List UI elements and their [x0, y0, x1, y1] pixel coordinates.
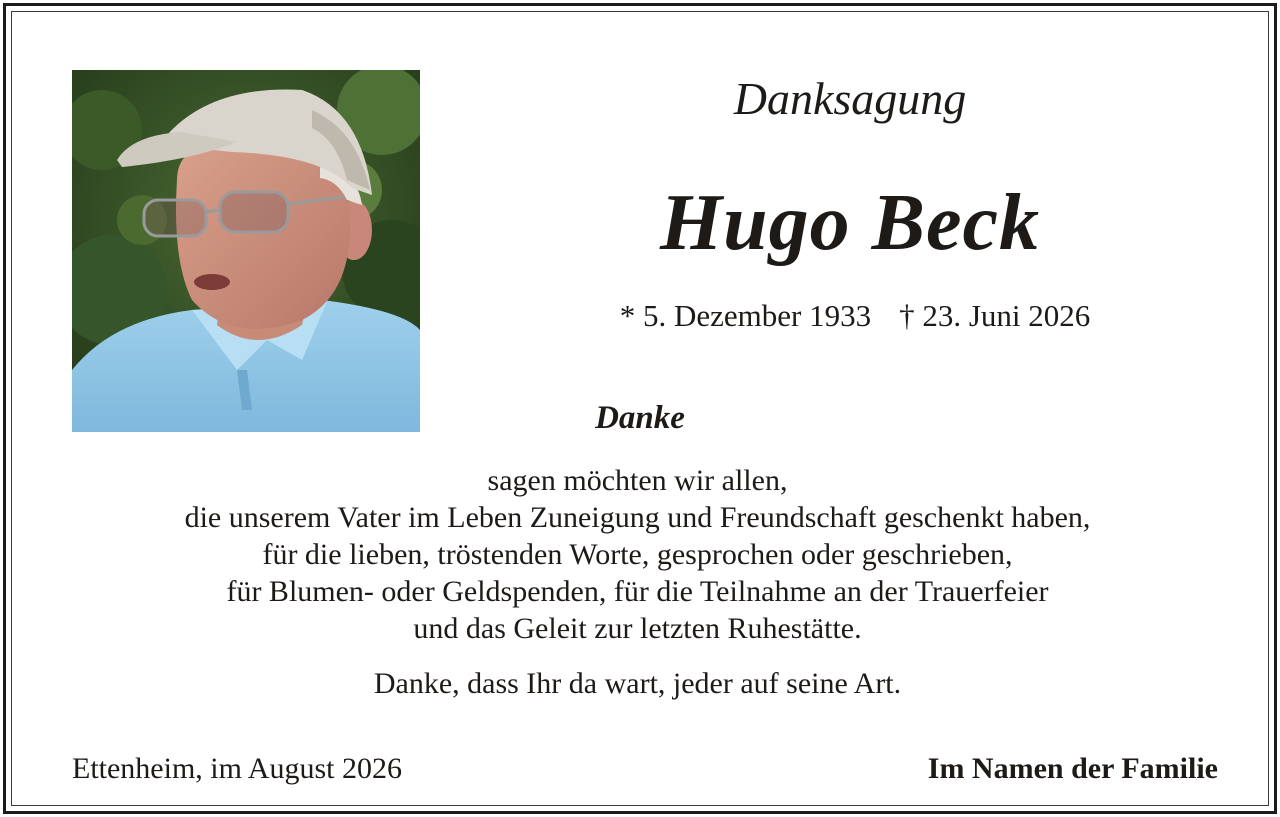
message-line: für die lieben, tröstenden Worte, gesprochen oder geschrieben, [262, 538, 1013, 571]
closing-line: Danke, dass Ihr da wart, jeder auf seine Art. [373, 667, 902, 700]
portrait-photo [72, 70, 420, 432]
message-line: die unserem Vater im Leben Zuneigung und Freundschaft geschenkt haben, [184, 501, 1091, 534]
family-signature: Im Namen der Familie [927, 752, 1218, 785]
life-dates [540, 298, 1170, 334]
notice-heading: Danksagung [733, 73, 967, 124]
death-date: † 23. Juni 2026 [899, 298, 1091, 333]
birth-date: * 5. Dezember 1933 [619, 298, 872, 333]
portrait-illustration [72, 70, 420, 432]
message-line: und das Geleit zur letzten Ruhestätte. [413, 612, 862, 645]
message-line: sagen möchten wir allen, [487, 464, 788, 497]
thanks-title: Danke [595, 400, 685, 436]
deceased-name: Hugo Beck [659, 179, 1041, 267]
place-and-date: Ettenheim, im August 2026 [72, 752, 402, 785]
message-line: für Blumen- oder Geldspenden, für die Teilnahme an der Trauerfeier [226, 575, 1049, 608]
thanks-message [100, 462, 1175, 647]
